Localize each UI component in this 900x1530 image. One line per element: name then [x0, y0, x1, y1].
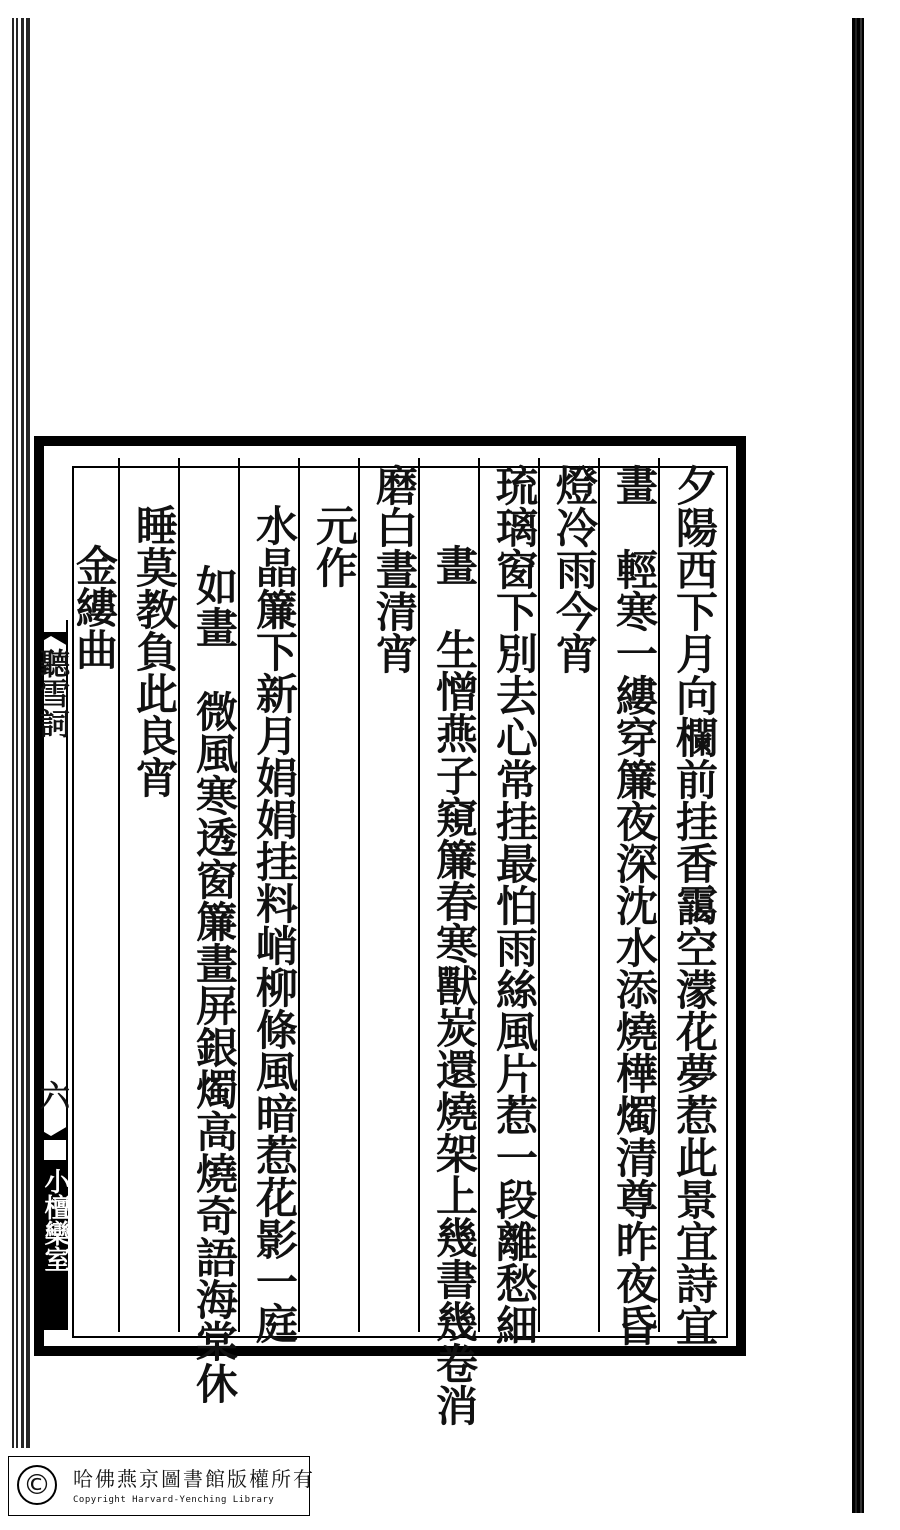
column-rule — [358, 458, 360, 1332]
banxin-page-number: 六 — [34, 1080, 69, 1110]
copyright-english: Copyright Harvard-Yenching Library — [73, 1495, 275, 1505]
banxin-book-title: 聽雪詞 — [34, 648, 69, 738]
text-column-5: 畫 生憎燕子窺簾春寒獸炭還燒架上幾書幾卷消 — [430, 544, 479, 1426]
copyright-chinese: 哈佛燕京圖書館版權所有 — [73, 1467, 315, 1491]
text-column-9: 如畫 微風寒透窗簾畫屏銀燭高燒奇語海棠休 — [190, 564, 239, 1404]
banxin-studio-name: 小檀欒室 — [40, 1168, 70, 1272]
text-column-6: 磨白晝清宵 — [370, 464, 419, 674]
text-column-2: 畫 輕寒一縷穿簾夜深沈水添燒樺燭清尊昨夜昏 — [610, 464, 659, 1346]
binding-edge — [12, 18, 30, 1448]
text-column-3: 燈冷雨今宵 — [550, 464, 599, 674]
text-column-10: 睡莫教負此良宵 — [130, 504, 179, 798]
page-edge — [852, 18, 864, 1513]
text-column-7: 元作 — [310, 504, 359, 588]
copyright-icon: © — [17, 1465, 57, 1505]
text-column-1: 夕陽西下月向欄前挂香靄空濛花夢惹此景宜詩宜 — [670, 464, 719, 1346]
text-column-8: 水晶簾下新月娟娟挂料峭柳條風暗惹花影一庭 — [250, 504, 299, 1344]
text-column-11: 金縷曲 — [70, 544, 119, 670]
fish-tail-ornament — [34, 1126, 68, 1140]
copyright-stamp — [8, 1456, 315, 1516]
fish-tail-ornament — [34, 632, 68, 646]
text-column-4: 琉璃窗下別去心常挂最怕雨絲風片惹一段離愁細 — [490, 464, 539, 1346]
